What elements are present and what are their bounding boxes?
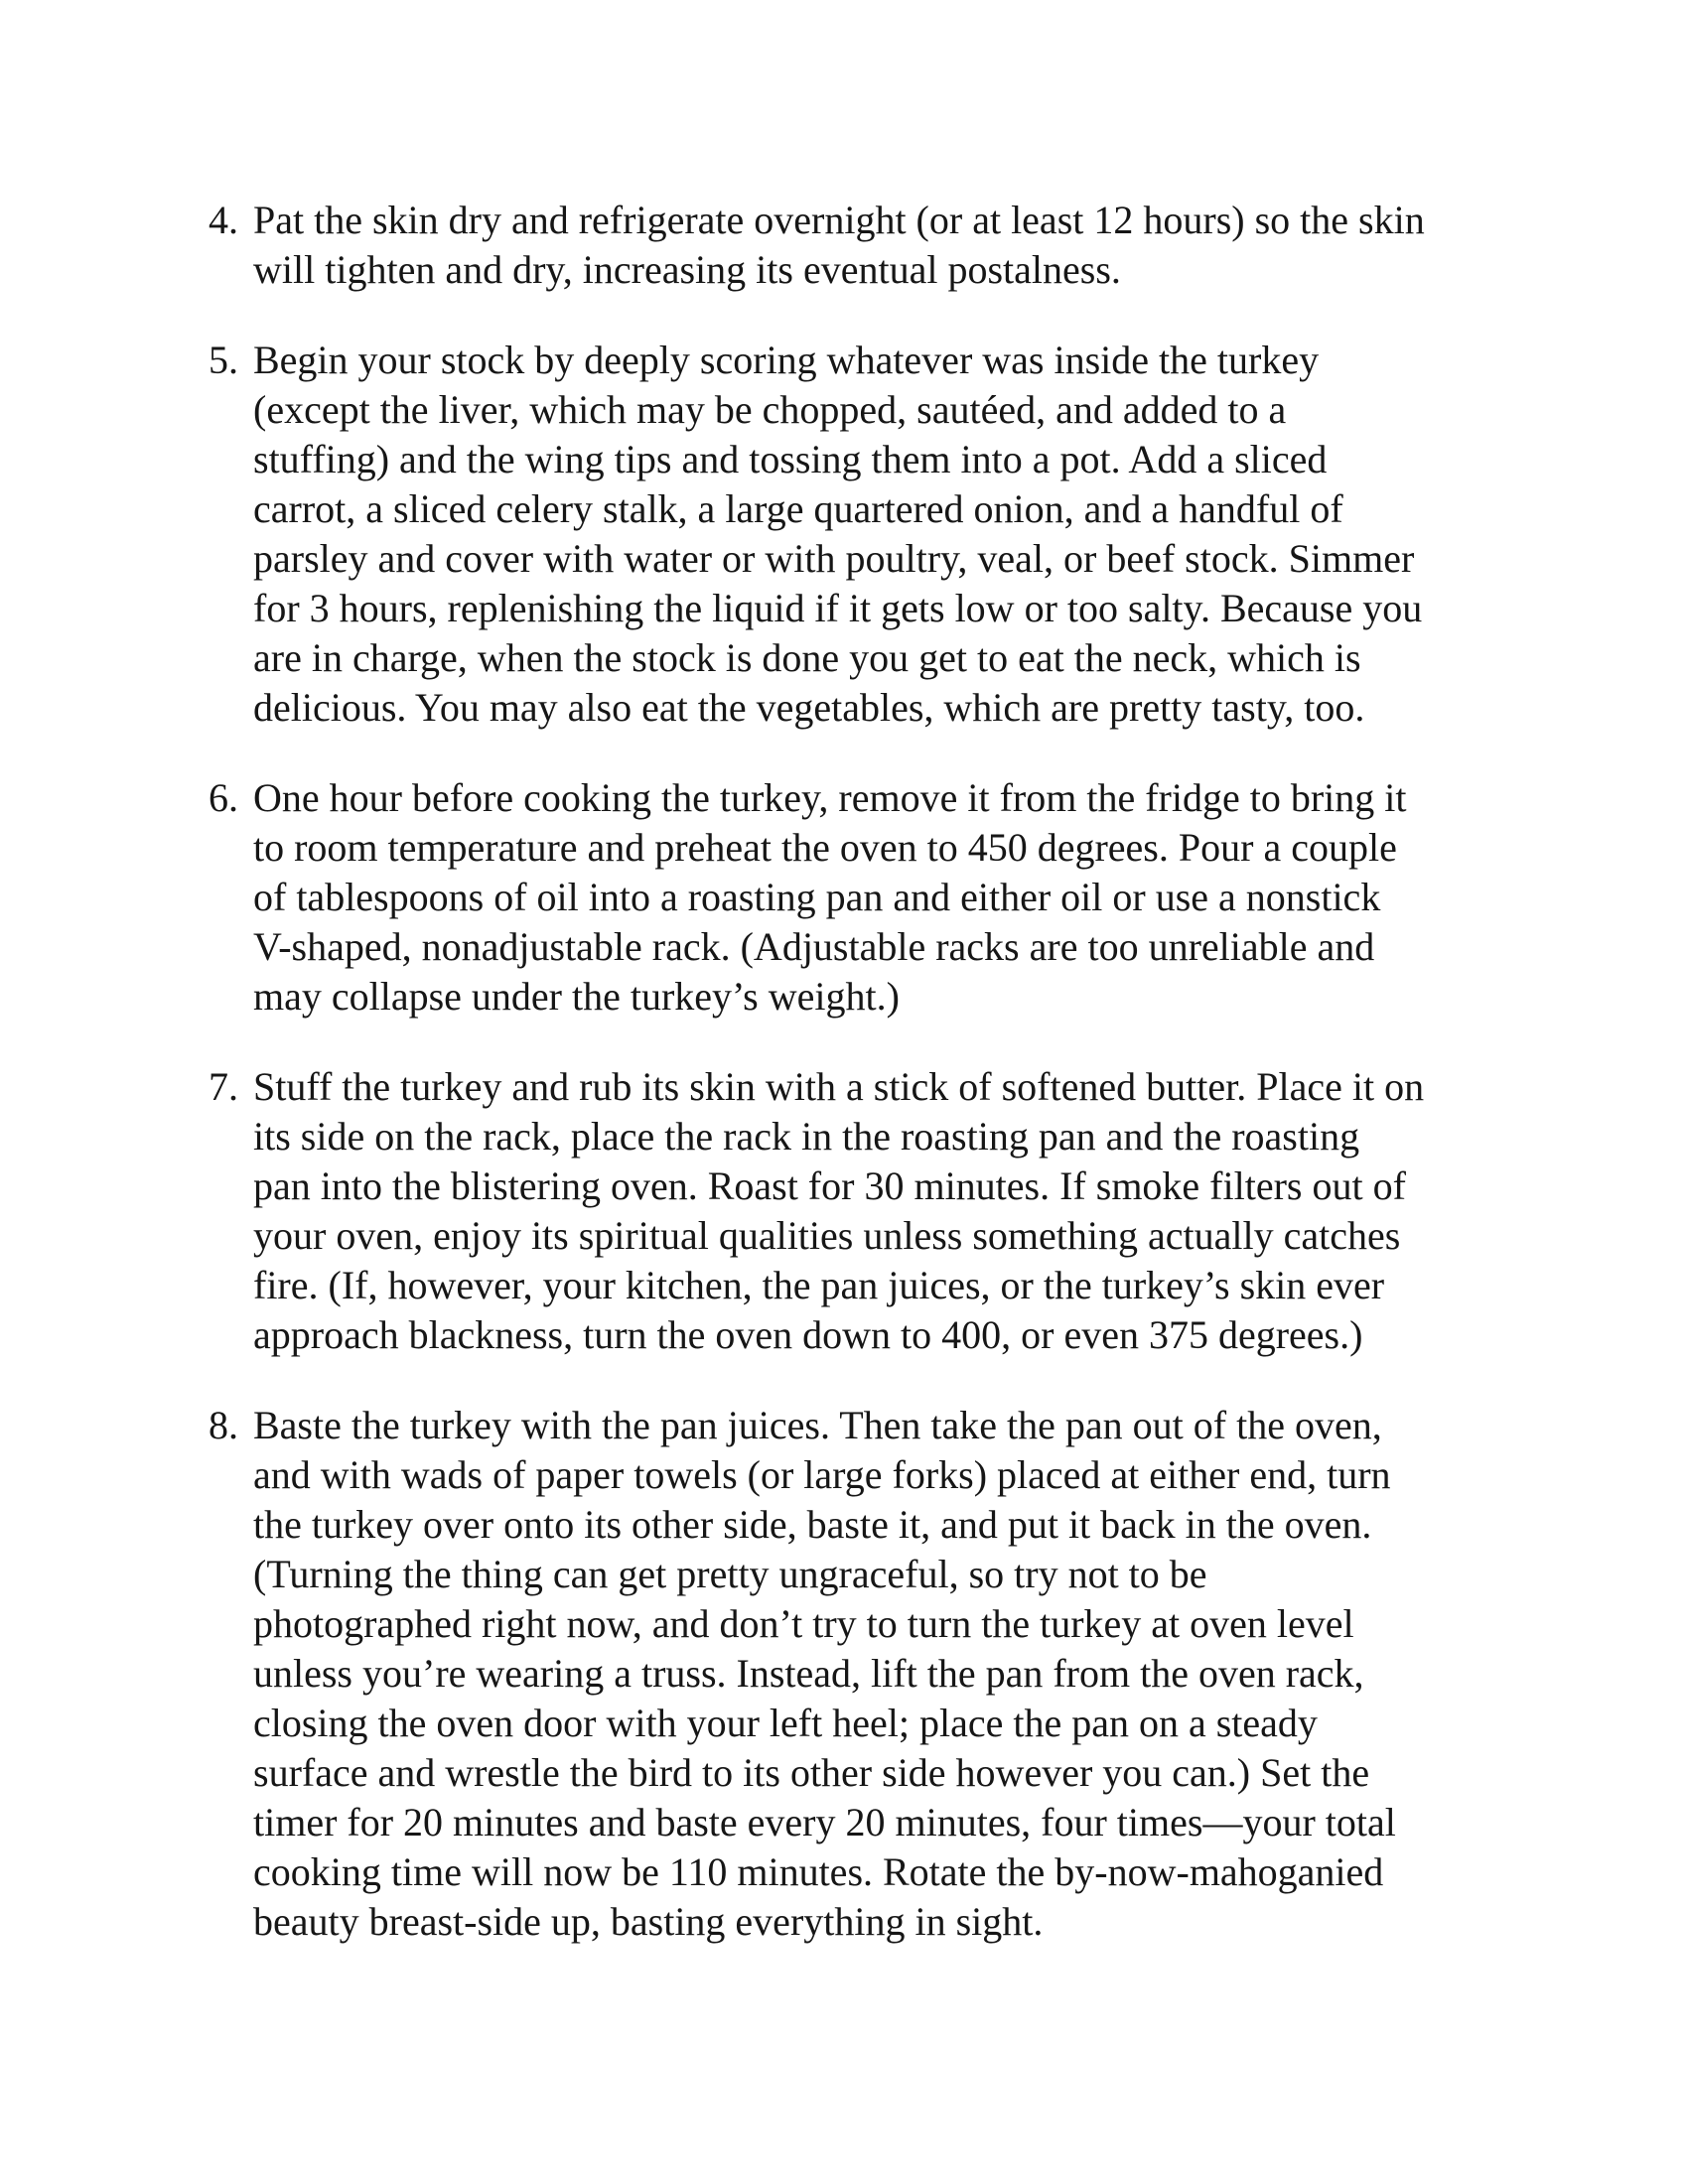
step-text [253,773,1489,1022]
step-text-line: delicious. You may also eat the vegetables, which are pretty tasty, too. [253,685,1365,730]
step-text-line: are in charge, when the stock is done you get to eat the neck, which is [253,635,1361,680]
step-text-line: Stuff the turkey and rub its skin with a stick of softened butter. Place it on [253,1064,1425,1109]
step-text-line: Pat the skin dry and refrigerate overnight (or at least 12 hours) so the skin [253,198,1425,242]
step-number: 8. [209,1403,238,1447]
step-text-line: (Turning the thing can get pretty ungraceful, so try not to be [253,1552,1207,1596]
step-text-line: Begin your stock by deeply scoring whatever was inside the turkey [253,338,1320,382]
step-text-line: Baste the turkey with the pan juices. Then take the pan out of the oven, [253,1403,1382,1447]
recipe-step-7 [209,1062,1489,1360]
step-text [253,196,1489,295]
step-text-line: closing the oven door with your left heel; place the pan on a steady [253,1701,1318,1745]
step-text [253,336,1489,733]
step-text [253,1401,1489,1947]
step-text-line: stuffing) and the wing tips and tossing them into a pot. Add a sliced [253,437,1328,481]
step-number: 7. [209,1064,238,1109]
step-text-line: carrot, a sliced celery stalk, a large quartered onion, and a handful of [253,486,1343,531]
step-text-line: and with wads of paper towels (or large forks) placed at either end, turn [253,1452,1391,1497]
step-text-line: will tighten and dry, increasing its eventual postalness. [253,247,1121,292]
step-text-line: surface and wrestle the bird to its other side however you can.) Set the [253,1750,1370,1795]
recipe-step-4 [209,196,1489,295]
step-text-line: beauty breast-side up, basting everything in sight. [253,1899,1044,1944]
step-text-line: cooking time will now be 110 minutes. Rotate the by-now-mahoganied [253,1849,1384,1894]
step-text-line: timer for 20 minutes and baste every 20 minutes, four times—your total [253,1800,1396,1844]
step-number: 5. [209,338,238,382]
step-text-line: One hour before cooking the turkey, remove it from the fridge to bring it [253,775,1407,820]
step-text-line: may collapse under the turkey’s weight.) [253,974,900,1019]
step-text-line: to room temperature and preheat the oven to 450 degrees. Pour a couple [253,825,1397,870]
step-text-line: pan into the blistering oven. Roast for 30 minutes. If smoke filters out of [253,1163,1406,1208]
step-text-line: its side on the rack, place the rack in the roasting pan and the roasting [253,1114,1360,1159]
step-text-line: photographed right now, and don’t try to turn the turkey at oven level [253,1601,1354,1646]
step-text-line: for 3 hours, replenishing the liquid if it gets low or too salty. Because you [253,586,1423,630]
recipe-step-6 [209,773,1489,1022]
step-text-line: your oven, enjoy its spiritual qualities unless something actually catches [253,1213,1401,1258]
recipe-steps-list [209,196,1489,1987]
step-text [253,1062,1489,1360]
recipe-step-5 [209,336,1489,733]
step-text-line: V-shaped, nonadjustable rack. (Adjustable racks are too unreliable and [253,924,1375,969]
step-text-line: unless you’re wearing a truss. Instead, lift the pan from the oven rack, [253,1651,1364,1696]
step-number: 6. [209,775,238,820]
step-number: 4. [209,198,238,242]
step-text-line: parsley and cover with water or with poultry, veal, or beef stock. Simmer [253,536,1415,581]
step-text-line: (except the liver, which may be chopped, sautéed, and added to a [253,387,1287,432]
recipe-step-8 [209,1401,1489,1947]
step-text-line: the turkey over onto its other side, baste it, and put it back in the oven. [253,1502,1372,1547]
step-text-line: of tablespoons of oil into a roasting pan and either oil or use a nonstick [253,875,1381,919]
step-text-line: fire. (If, however, your kitchen, the pan juices, or the turkey’s skin ever [253,1263,1385,1307]
step-text-line: approach blackness, turn the oven down to 400, or even 375 degrees.) [253,1312,1363,1357]
